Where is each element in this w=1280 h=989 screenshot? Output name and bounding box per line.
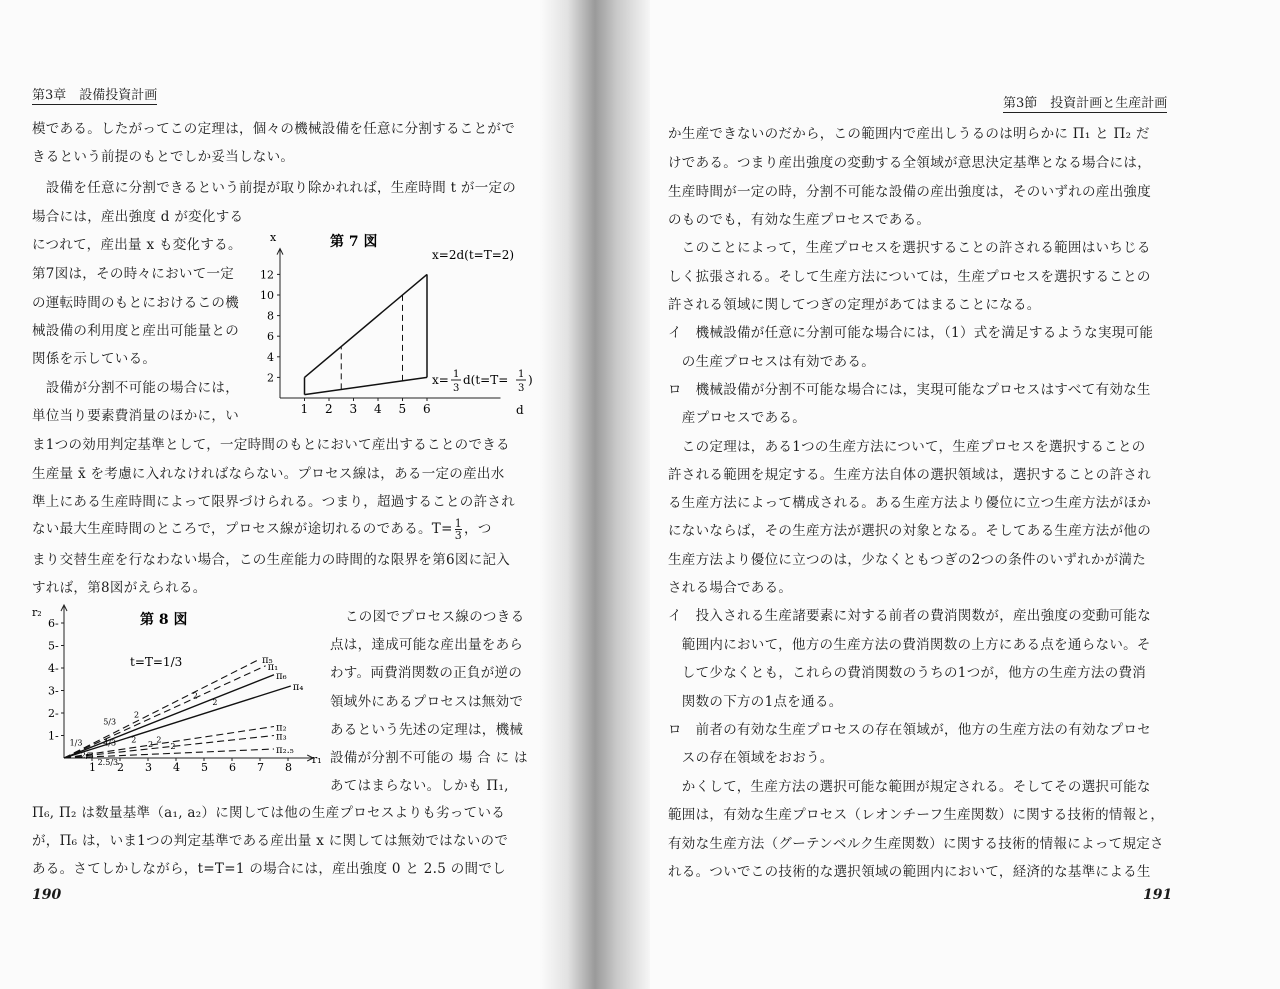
figure-7-series-line-1 — [305, 274, 428, 377]
lower-label-mid: d(t=T= — [463, 373, 509, 387]
right-line-15: にないならば，その生産方法が選択の対象となる。そしてある生産方法が他の — [668, 523, 1151, 539]
figure-7-y-tick-label: 10 — [260, 289, 274, 302]
inline-tail: ，つ — [464, 521, 492, 537]
figure-8-series-label-3: π₆ — [276, 670, 287, 682]
figure-8-x-tick-label: 1 — [89, 761, 96, 774]
left-line-21: 領域外にあるプロセスは無効で — [330, 694, 524, 710]
figure-7-x-tick-label: 3 — [349, 402, 358, 416]
figure-8-point-label-4: 5/3 — [103, 717, 117, 727]
left-line-17: すれば，第8図がえられる。 — [32, 580, 207, 596]
left-page-number: 190 — [32, 887, 62, 903]
figure-7-y-tick-label: 8 — [267, 309, 274, 323]
figure-7-y-tick-label: 6 — [267, 330, 274, 344]
left-line-5: につれて，産出量 x も変化する。 — [32, 237, 242, 253]
left-line-12: ま1つの効用判定基準として，一定時間のもとにおいて産出することのできる — [32, 437, 510, 453]
lower-label-frac-num: 1 — [453, 369, 460, 380]
figure-7-y-tick-label: 4 — [267, 350, 274, 364]
right-line-1: か生産できないのだから，この範囲内で産出しうるのは明らかに Π₁ と Π₂ だ — [668, 126, 1150, 142]
figure-8-y-tick-label: 4- — [48, 662, 59, 675]
figure-7 — [258, 228, 543, 418]
figure-8-point-label-1: 1/3 — [69, 738, 83, 748]
left-line-4: 場合には，産出強度 d が変化する — [32, 209, 244, 225]
figure-8-svg — [28, 604, 328, 799]
left-line-16: まり交替生産を行なわない場合，この生産能力の時間的な限界を第6図に記入 — [32, 552, 511, 568]
left-line-23: 設備が分割不可能の 場 合 に は — [330, 750, 528, 766]
right-line-3: 生産時間が一定の時，分割不可能な設備の産出強度は，そのいずれの産出強度 — [668, 184, 1151, 200]
right-line-19: 範囲内において，他方の生産方法の費消関数の上方にある点を通らない。そ — [668, 637, 1151, 653]
right-line-10: ロ 機械設備が分割不可能な場合には，実現可能なプロセスはすべて有効な生 — [668, 382, 1151, 398]
right-line-18: イ 投入される生産諸要素に対する前者の費消関数が，産出強度の変動可能な — [668, 608, 1151, 624]
inline-T: T= — [431, 521, 453, 537]
figure-8-series-label-2: π₁ — [267, 661, 279, 673]
figure-8-point-label-7: 2 — [156, 735, 162, 745]
right-line-23: スの存在領域をおおう。 — [668, 750, 834, 766]
right-line-12: この定理は，ある1つの生産方法について，生産プロセスを選択することの — [668, 439, 1146, 455]
right-line-16: 生産方法より優位に立つのは，少なくともつぎの2つの条件のいずれかが満た — [668, 552, 1147, 568]
figure-7-xlabel: d — [516, 403, 524, 417]
figure-7-title: 第 7 図 — [330, 234, 378, 250]
right-line-17: される場合である。 — [668, 580, 793, 596]
figure-8-point-label-6: 2 — [131, 735, 137, 745]
figure-8-series-label-5: π₂ — [276, 722, 287, 734]
figure-7-x-tick-label: 2 — [325, 402, 333, 416]
left-line-11: 単位当り要素費消量のほかに，い — [32, 408, 239, 424]
left-line-15-text: ない最大生産時間のところで，プロセス線が途切れるのである。 — [32, 521, 432, 537]
inline-frac-num: 1 — [454, 517, 463, 530]
right-line-6: しく拡張される。そして生産方法については，生産プロセスを選択することの — [668, 269, 1151, 285]
figure-8 — [28, 604, 328, 799]
figure-7-x-tick-label: 5 — [398, 402, 407, 416]
book-gutter — [540, 0, 650, 989]
figure-8-point-label-8: 2 — [148, 739, 154, 749]
left-line-25: Π₆, Π₂ は数量基準（a₁, a₂）に関しては他の生産プロセスよりも劣っている — [32, 805, 506, 821]
figure-8-series-line-6 — [64, 736, 274, 759]
lower-label-frac2-num: 1 — [518, 369, 525, 380]
figure-8-point-label-5: 2 — [134, 710, 140, 720]
left-line-3: 設備を任意に分割できるという前提が取り除かれれば，生産時間 t が一定の — [32, 180, 517, 196]
figure-8-point-label-11: 2.5/3 — [97, 757, 119, 767]
figure-8-point-label-9: 2 — [192, 691, 198, 701]
figure-7-series-line-2 — [305, 377, 428, 394]
figure-8-x-tick-label: 5 — [201, 761, 208, 774]
right-line-11: 産プロセスである。 — [668, 410, 806, 426]
figure-8-xlabel: r₁ — [312, 753, 322, 766]
figure-8-y-tick-label: 5- — [48, 639, 59, 653]
figure-8-series-line-4 — [64, 686, 291, 758]
figure-8-y-tick-label: 1- — [48, 729, 59, 743]
figure-8-ylabel: r₂ — [32, 606, 42, 619]
figure-8-y-tick-label: 6- — [48, 617, 59, 630]
left-line-6: 第7図は，その時々において一定 — [32, 266, 235, 282]
right-line-14: る生産方法によって構成される。ある生産方法より優位に立つ生産方法がほか — [668, 495, 1151, 511]
left-line-19: 点は，達成可能な産出量をあら — [330, 637, 524, 653]
right-line-22: ロ 前者の有効な生産プロセスの存在領域が，他方の生産方法の有効なプロセ — [668, 722, 1151, 738]
left-line-20: わす。両費消関数の正負が逆の — [330, 665, 523, 681]
figure-8-series-line-2 — [64, 666, 266, 758]
left-line-27: ある。さてしかしながら，t=T=1 の場合には，産出強度 0 と 2.5 の間でし — [32, 861, 506, 877]
right-line-7: 許される領域に関してつぎの定理があてはまることになる。 — [668, 297, 1041, 313]
left-line-15 — [32, 517, 492, 541]
right-line-24: かくして，生産方法の選択可能な範囲が規定される。そしてその選択可能な — [668, 779, 1151, 795]
figure-8-x-tick-label: 6 — [229, 761, 236, 774]
left-line-7: の運転時間のもとにおけるこの機 — [32, 295, 239, 311]
left-line-10: 設備が分割不可能の場合には， — [32, 380, 239, 396]
figure-8-x-tick-label: 4 — [173, 761, 180, 774]
figure-8-x-tick-label: 2 — [117, 761, 124, 774]
figure-8-point-label-3: 4/3 — [103, 738, 117, 748]
left-line-8: 械設備の利用度と産出可能量との — [32, 323, 239, 339]
figure-7-x-tick-label: 1 — [300, 402, 309, 416]
right-running-header: 第3節 投資計画と生産計画 — [1003, 92, 1167, 113]
right-line-2: けである。つまり産出強度の変動する全領域が意思決定基準となる場合には， — [668, 155, 1151, 171]
figure-7-x-tick-label: 6 — [423, 402, 431, 416]
lower-label-post: ) — [528, 373, 533, 387]
figure-8-series-label-1: π₅ — [262, 655, 273, 666]
figure-7-upper-label: x=2d(t=T=2) — [432, 248, 515, 262]
lower-label-pre: x= — [432, 373, 449, 387]
figure-8-x-tick-label: 8 — [285, 761, 292, 774]
left-running-header: 第3章 設備投資計画 — [32, 84, 157, 105]
left-line-2: きるという前提のもとでしか妥当しない。 — [32, 149, 295, 165]
left-line-9: 関係を示している。 — [32, 351, 157, 367]
right-line-21: 関数の下方の1点を通る。 — [668, 694, 843, 710]
inline-fraction — [455, 518, 462, 541]
figure-8-x-tick-label: 3 — [145, 761, 152, 774]
figure-8-y-tick-label: 3- — [48, 684, 59, 698]
right-line-25: 範囲は，有効な生産プロセス（レオンチーフ生産関数）に関する技術的情報と， — [668, 807, 1165, 823]
left-line-13: 生産量 x̄ を考慮に入れなければならない。プロセス線は，ある一定の産出水 — [32, 466, 505, 482]
right-line-20: して少なくとも，これらの費消関数のうちの1つが，他方の生産方法の費消 — [668, 665, 1147, 681]
figure-7-svg — [258, 228, 543, 418]
right-line-8: イ 機械設備が任意に分割可能な場合には，（1）式を満足するような実現可能 — [668, 325, 1154, 341]
left-line-1: 模である。したがってこの定理は，個々の機械設備を任意に分割することがで — [32, 121, 515, 137]
figure-7-x-tick-label: 4 — [374, 402, 382, 416]
figure-8-point-label-2: 2/3 — [80, 751, 94, 760]
lower-label-frac2-den: 3 — [518, 383, 525, 394]
lower-label-frac-den: 3 — [453, 383, 460, 394]
right-line-27: れる。ついでこの技術的な選択領域の範囲内において，経済的な基準による生 — [668, 864, 1151, 880]
right-line-13: 許される範囲を規定する。生産方法自体の選択領域は，選択することの許され — [668, 467, 1151, 483]
inline-frac-den: 3 — [454, 529, 463, 542]
figure-7-lower-label — [432, 369, 533, 394]
figure-7-ylabel: x — [270, 231, 277, 244]
left-line-18: この図でプロセス線のつきる — [345, 609, 525, 625]
figure-7-y-tick-label: 2 — [267, 371, 274, 385]
left-line-22: あるという先述の定理は，機械 — [330, 722, 524, 738]
right-line-26: 有効な生産方法（グーテンベルク生産関数）に関する技術的情報によって規定さ — [668, 836, 1164, 852]
figure-8-series-label-4: π₄ — [292, 682, 304, 693]
left-line-26: が，Π₆ は，いま1つの判定基準である産出量 x に関しては無効ではないので — [32, 833, 509, 849]
figure-8-series-line-3 — [64, 675, 274, 758]
figure-8-point-label-12: 2 — [170, 742, 176, 751]
figure-8-title: 第 8 図 — [140, 612, 188, 628]
right-page-number: 191 — [1143, 887, 1173, 903]
right-line-9: の生産プロセスは有効である。 — [668, 354, 875, 370]
left-line-24: あてはまらない。しかも Π₁, — [330, 778, 509, 794]
right-line-5: このことによって，生産プロセスを選択することの許される範囲はいちじる — [668, 240, 1151, 256]
left-line-14: 準上にある生産時間によって限界づけられる。つまり，超過することの許され — [32, 494, 515, 510]
figure-7-y-tick-label: 12 — [260, 268, 274, 282]
figure-8-x-tick-label: 7 — [257, 761, 264, 774]
figure-8-annotation: t=T=1/3 — [130, 655, 183, 669]
figure-8-series-line-7 — [64, 749, 274, 758]
right-line-4: のものでも，有効な生産プロセスである。 — [668, 212, 931, 228]
figure-8-series-label-6: π₃ — [276, 731, 287, 743]
figure-8-y-tick-label: 2- — [48, 707, 59, 720]
figure-8-series-label-7: π₂.₅ — [276, 745, 294, 756]
figure-8-point-label-10: 2 — [212, 698, 218, 708]
